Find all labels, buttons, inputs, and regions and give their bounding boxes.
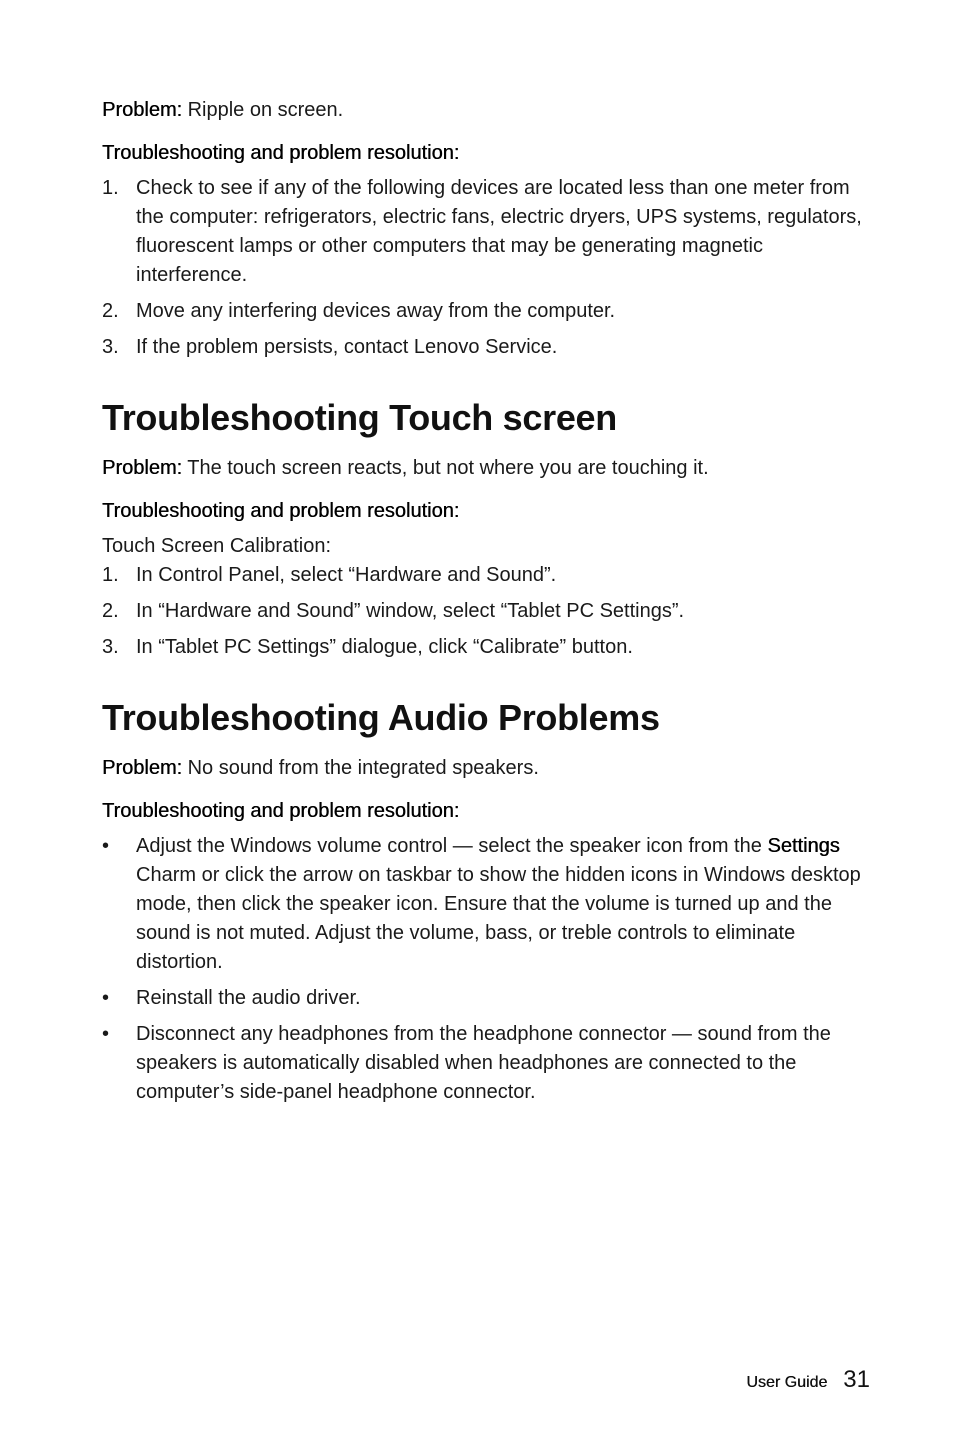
bullet-icon: • (102, 835, 110, 857)
step-text: In Control Panel, select “Hardware and Sound”. (136, 564, 557, 586)
footer-label: User Guide (746, 1374, 828, 1391)
step-number: 1. (102, 177, 119, 199)
step-text: In “Hardware and Sound” window, select “Tablet PC Settings”. (136, 600, 685, 622)
list-item (102, 1020, 872, 1107)
step-text: Move any interfering devices away from the computer. (136, 300, 616, 322)
step-text: In “Tablet PC Settings” dialogue, click “Calibrate” button. (136, 636, 633, 658)
problem-touch (102, 454, 872, 483)
section-title-touch-screen: Troubleshooting Touch screen (102, 397, 617, 438)
step-number: 3. (102, 636, 119, 658)
page-number: 31 (843, 1366, 870, 1393)
bullet-text-part1: Adjust the Windows volume control — select the speaker icon from the (136, 835, 768, 857)
problem-text: No sound from the integrated speakers. (182, 757, 539, 779)
document-page (102, 96, 872, 1114)
step-text: Check to see if any of the following devices are located less than one meter from the computer: refrigerators, electric fans, electric dryers, UPS systems, regulators, fluorescent lamps or other computers that may be generating magnetic interference. (136, 177, 862, 286)
resolution-heading: Troubleshooting and problem resolution: (102, 800, 460, 822)
step-number: 1. (102, 564, 119, 586)
list-item (102, 174, 872, 290)
section-title-audio-problems: Troubleshooting Audio Problems (102, 697, 660, 738)
ripple-steps (102, 174, 872, 362)
page-footer (746, 1366, 870, 1394)
touch-steps (102, 561, 872, 662)
resolution-heading: Troubleshooting and problem resolution: (102, 500, 460, 522)
problem-text: The touch screen reacts, but not where you are touching it. (182, 457, 709, 479)
problem-audio (102, 754, 872, 783)
list-item (102, 333, 872, 362)
bullet-icon: • (102, 1023, 110, 1045)
calibration-intro: Touch Screen Calibration: (102, 535, 332, 557)
resolution-heading: Troubleshooting and problem resolution: (102, 142, 460, 164)
problem-label: Problem: (102, 457, 183, 479)
bullet-text-part2: Charm or click the arrow on taskbar to show the hidden icons in Windows desktop mode, then click the speaker icon. Ensure that the volume is turned up and the sound is not muted. Adjust the volume, bass, or treble controls to eliminate distortion. (136, 864, 861, 973)
problem-label: Problem: (102, 757, 183, 779)
problem-text: Ripple on screen. (182, 99, 344, 121)
step-number: 2. (102, 300, 119, 322)
problem-ripple (102, 96, 872, 125)
bullet-icon: • (102, 987, 110, 1009)
list-item (102, 597, 872, 626)
list-item (102, 561, 872, 590)
step-number: 3. (102, 336, 119, 358)
bullet-text: Reinstall the audio driver. (136, 987, 361, 1009)
settings-term: Settings (767, 835, 840, 857)
step-text: If the problem persists, contact Lenovo Service. (136, 336, 558, 358)
list-item (102, 633, 872, 662)
list-item (102, 832, 872, 977)
list-item (102, 984, 872, 1013)
list-item (102, 297, 872, 326)
bullet-text: Disconnect any headphones from the headphone connector — sound from the speakers is automatically disabled when headphones are connected to the computer’s side-panel headphone connector. (136, 1023, 831, 1103)
audio-bullets (102, 832, 872, 1107)
problem-label: Problem: (102, 99, 183, 121)
step-number: 2. (102, 600, 119, 622)
